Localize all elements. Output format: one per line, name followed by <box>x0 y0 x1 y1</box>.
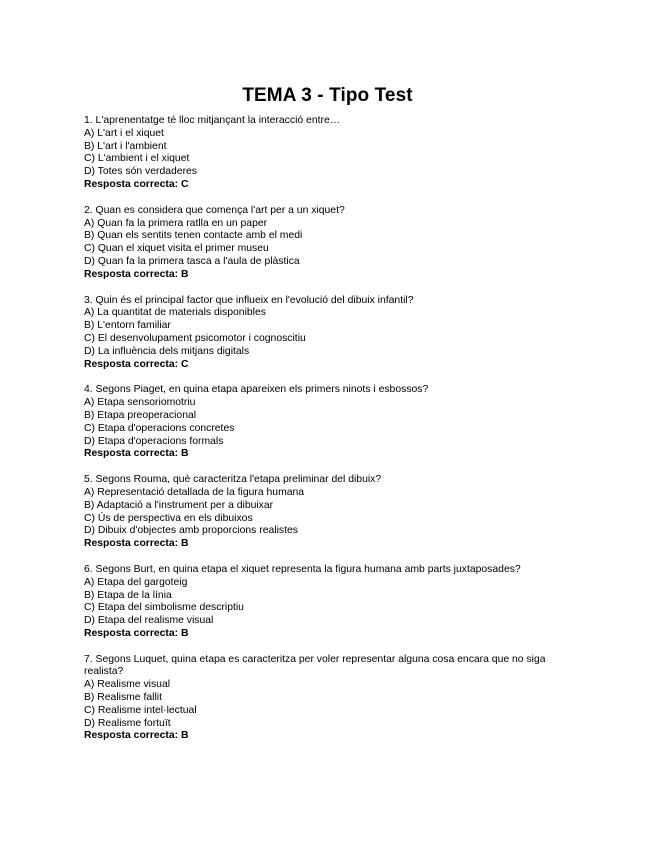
option-a: A) L'art i el xiquet <box>84 127 164 139</box>
correct-answer: Resposta correcta: B <box>84 538 189 550</box>
question-3 <box>84 295 574 372</box>
option-d: D) Dibuix d'objectes amb proporcions realistes <box>84 525 298 537</box>
option-b: B) L'entorn familiar <box>84 320 171 332</box>
option-d: D) Totes són verdaderes <box>84 166 198 178</box>
option-a: A) La quantitat de materials disponibles <box>84 307 266 319</box>
question-2 <box>84 205 574 282</box>
page-title: TEMA 3 - Tipo Test <box>242 85 413 106</box>
question-1 <box>84 115 574 192</box>
correct-answer: Resposta correcta: B <box>84 268 189 280</box>
option-b: B) Adaptació a l'instrument per a dibuixar <box>84 499 274 511</box>
option-b: B) Realisme fallit <box>84 692 162 704</box>
option-c: C) L'ambient i el xiquet <box>84 153 190 165</box>
option-a: A) Realisme visual <box>84 679 171 691</box>
question-text: 3. Quin és el principal factor que influeix en l'evolució del dibuix infantil? <box>84 294 414 306</box>
question-text: 4. Segons Piaget, en quina etapa apareixen els primers ninots i esbossos? <box>84 384 429 396</box>
question-list <box>84 115 574 756</box>
correct-answer: Resposta correcta: C <box>84 178 189 190</box>
question-7 <box>84 654 574 744</box>
option-d: D) La influència dels mitjans digitals <box>84 345 250 357</box>
question-5 <box>84 474 574 551</box>
correct-answer: Resposta correcta: B <box>84 627 189 639</box>
option-d: D) Quan fa la primera tasca a l'aula de plàstica <box>84 255 300 267</box>
question-6 <box>84 564 574 641</box>
option-c: C) Realisme intel·lectual <box>84 704 197 716</box>
option-b: B) Etapa de la línia <box>84 589 172 601</box>
correct-answer: Resposta correcta: C <box>84 358 189 370</box>
option-c: C) Quan el xiquet visita el primer museu <box>84 243 269 255</box>
option-c: C) Etapa d'operacions concretes <box>84 422 235 434</box>
option-d: D) Etapa del realisme visual <box>84 615 214 627</box>
option-a: A) Quan fa la primera ratlla en un paper <box>84 217 268 229</box>
option-b: B) Quan els sentits tenen contacte amb el medi <box>84 230 303 242</box>
option-a: A) Etapa sensoriomotriu <box>84 397 196 409</box>
option-a: A) Representació detallada de la figura humana <box>84 486 305 498</box>
option-b: B) L'art i l'ambient <box>84 140 167 152</box>
option-d: D) Realisme fortuït <box>84 717 171 729</box>
option-c: C) El desenvolupament psicomotor i cognoscitiu <box>84 332 306 344</box>
option-c: C) Etapa del simbolisme descriptiu <box>84 602 244 614</box>
option-c: C) Ús de perspectiva en els dibuixos <box>84 512 253 524</box>
question-4 <box>84 384 574 461</box>
question-text: 2. Quan es considera que comença l'art per a un xiquet? <box>84 204 345 216</box>
correct-answer: Resposta correcta: B <box>84 730 189 742</box>
correct-answer: Resposta correcta: B <box>84 448 189 460</box>
option-d: D) Etapa d'operacions formals <box>84 435 224 447</box>
question-text: 5. Segons Rouma, què caracteritza l'etapa preliminar del dibuix? <box>84 474 382 486</box>
question-text: 1. L'aprenentatge té lloc mitjançant la interacció entre… <box>84 115 341 126</box>
option-b: B) Etapa preoperacional <box>84 409 197 421</box>
question-text: 6. Segons Burt, en quina etapa el xiquet representa la figura humana amb parts juxtaposades? <box>84 563 521 575</box>
option-a: A) Etapa del gargoteig <box>84 576 188 588</box>
question-text: 7. Segons Luquet, quina etapa es caracteritza per voler representar alguna cosa encara que no siga realista? <box>84 653 546 678</box>
